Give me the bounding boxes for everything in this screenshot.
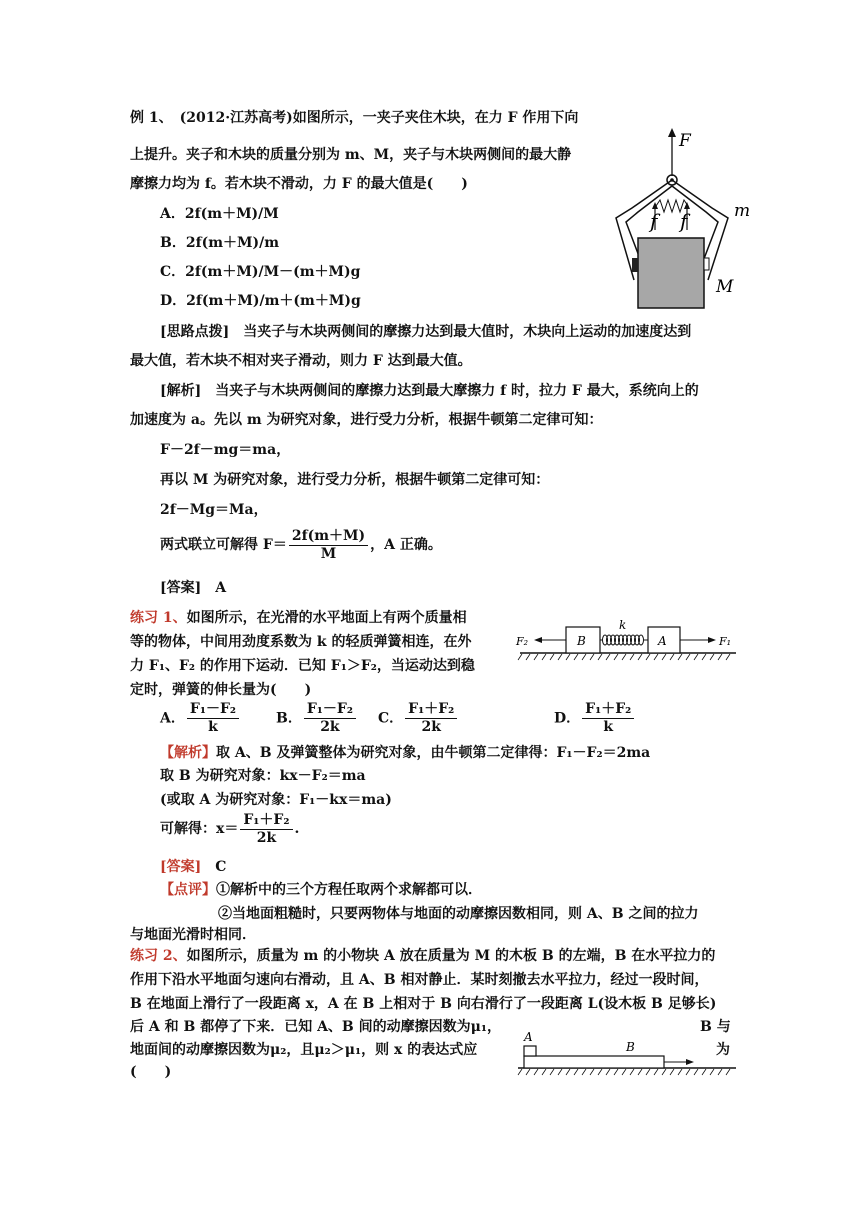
fraction-denominator: M <box>320 545 337 562</box>
practice2-line-4b: B 与 <box>700 1019 731 1035</box>
example1-option-d: D．2f(m＋M)/m＋(m＋M)g <box>160 293 361 309</box>
practice1-comment-3: 与地面光滑时相同． <box>130 927 256 943</box>
analysis1-line-4: 再以 M 为研究对象，进行受力分析，根据牛顿第二定律可知： <box>160 472 550 488</box>
spring-k-label: k <box>619 618 627 632</box>
friction-f-right: f <box>680 209 688 233</box>
solution-prefix: 两式联立可解得 F＝ <box>160 537 287 553</box>
practice1-text-1: 如图所示，在光滑的水平地面上有两个质量相 <box>186 610 467 626</box>
friction-f-left: f <box>650 209 658 233</box>
practice1-heading: 练习 1、 <box>130 610 187 626</box>
mass-M-label: M <box>716 277 734 297</box>
block-B-label: B <box>577 634 586 648</box>
practice1-line-2: 等的物体，中间用劲度系数为 k 的轻质弹簧相连，在外 <box>130 634 472 650</box>
answer-tag: [答案] <box>160 859 202 875</box>
hint-line-1: [思路点拨] 当夹子与木块两侧间的摩擦力达到最大值时，木块向上运动的加速度达到 <box>160 324 692 340</box>
example1-answer: [答案] A <box>160 580 227 596</box>
practice1-analysis-3: (或取 A 为研究对象：F₁－kx＝ma) <box>160 792 392 808</box>
practice2-line-5a: 地面间的动摩擦因数为μ₂，且μ₂＞μ₁，则 x 的表达式应 <box>130 1042 478 1058</box>
fraction-numerator: 2f(m＋M) <box>289 528 368 546</box>
practice1-analysis-1: 【解析】取 A、B 及弹簧整体为研究对象，由牛顿第二定律得：F₁－F₂＝2ma <box>160 745 651 761</box>
solution-fraction <box>289 528 368 563</box>
analysis1-line-2: 加速度为 a。先以 m 为研究对象，进行受力分析，根据牛顿第二定律可知： <box>130 412 603 428</box>
example1-option-c: C．2f(m＋M)/M－(m＋M)g <box>160 264 361 280</box>
practice2-heading: 练习 2、 <box>130 948 187 964</box>
comment-tag: 【点评】 <box>160 882 216 898</box>
practice1-option-d: D． $\frac{\text{F₁＋F₂}}{k}$ <box>554 701 636 736</box>
equation-1: F－2f－mg＝ma， <box>160 442 291 458</box>
equation-2: 2f－Mg＝Ma， <box>160 502 268 518</box>
practice1-line-3: 力 F₁、F₂ 的作用下运动．已知 F₁＞F₂，当运动达到稳 <box>130 658 475 674</box>
practice1-line-1 <box>130 608 467 628</box>
example1-line-3: 摩擦力均为 f。若木块不滑动，力 F 的最大值是( ) <box>130 176 468 192</box>
practice2-line-2: 作用下沿水平地面匀速向右滑动，且 A、B 相对静止．某时刻撤去水平拉力，经过一段时间， <box>130 972 709 988</box>
board-A-label: A <box>524 1030 533 1044</box>
analysis1-line-1: [解析] 当夹子与木块两侧间的摩擦力达到最大摩擦力 f 时，拉力 F 最大，系统向上的 <box>160 383 699 399</box>
practice1-comment-1: 【点评】①解析中的三个方程任取两个求解都可以． <box>160 882 482 898</box>
practice1-option-c: C． $\frac{\text{F₁＋F₂}}{2k}$ <box>378 701 459 736</box>
practice1-line-4: 定时，弹簧的伸长量为( ) <box>130 682 312 698</box>
example1-option-a: A．2f(m＋M)/M <box>160 206 279 222</box>
practice2-line-3: B 在地面上滑行了一段距离 x，A 在 B 上相对于 B 向右滑行了一段距离 L(设木板 B 足够长) <box>130 996 717 1012</box>
board-block-figure <box>514 1028 740 1080</box>
spring-blocks-figure <box>514 616 740 664</box>
practice2-line-1: 练习 2、如图所示，质量为 m 的小物块 A 放在质量为 M 的木板 B 的左端，B 在水平拉力的 <box>130 948 716 964</box>
example1-solution <box>160 526 442 564</box>
force-F1-label: F₁ <box>719 635 732 648</box>
example1-option-b: B．2f(m＋M)/m <box>160 235 280 251</box>
practice1-comment-2: ②当地面粗糙时，只要两物体与地面的动摩擦因数相同，则 A、B 之间的拉力 <box>218 906 699 922</box>
hint-line-2: 最大值，若木块不相对夹子滑动，则力 F 达到最大值。 <box>130 353 472 369</box>
force-F2-label: F₂ <box>516 635 529 648</box>
example1-line-2: 上提升。夹子和木块的质量分别为 m、M，夹子与木块两侧间的最大静 <box>130 147 572 163</box>
analysis-tag: 【解析】 <box>160 745 216 761</box>
practice1-option-a: A． $\frac{\text{F₁－F₂}}{k}$ <box>160 701 241 736</box>
practice2-line-4a: 后 A 和 B 都停了下来．已知 A、B 间的动摩擦因数为μ₁， <box>130 1019 502 1035</box>
clamp-figure <box>612 124 762 314</box>
practice2-line-6: ( ) <box>130 1064 172 1080</box>
practice1-solution: 可解得：x＝ $\frac{\text{F₁＋F₂}}{2k}$ . <box>160 811 300 846</box>
board-B-label: B <box>626 1040 635 1054</box>
solution-suffix: ，A 正确。 <box>370 537 442 553</box>
practice1-analysis-2: 取 B 为研究对象：kx－F₂＝ma <box>160 768 366 784</box>
practice1-answer: [答案] C <box>160 859 227 875</box>
example1-line-1: 例 1、 (2012·江苏高考)如图所示，一夹子夹住木块，在力 F 作用下向 <box>130 110 579 126</box>
practice2-line-5b: 为 <box>716 1042 730 1058</box>
mass-m-label: m <box>734 201 751 221</box>
force-F-label: F <box>679 131 691 151</box>
practice1-option-b: B． $\frac{\text{F₁－F₂}}{2k}$ <box>276 701 358 736</box>
block-A-label: A <box>658 634 667 648</box>
